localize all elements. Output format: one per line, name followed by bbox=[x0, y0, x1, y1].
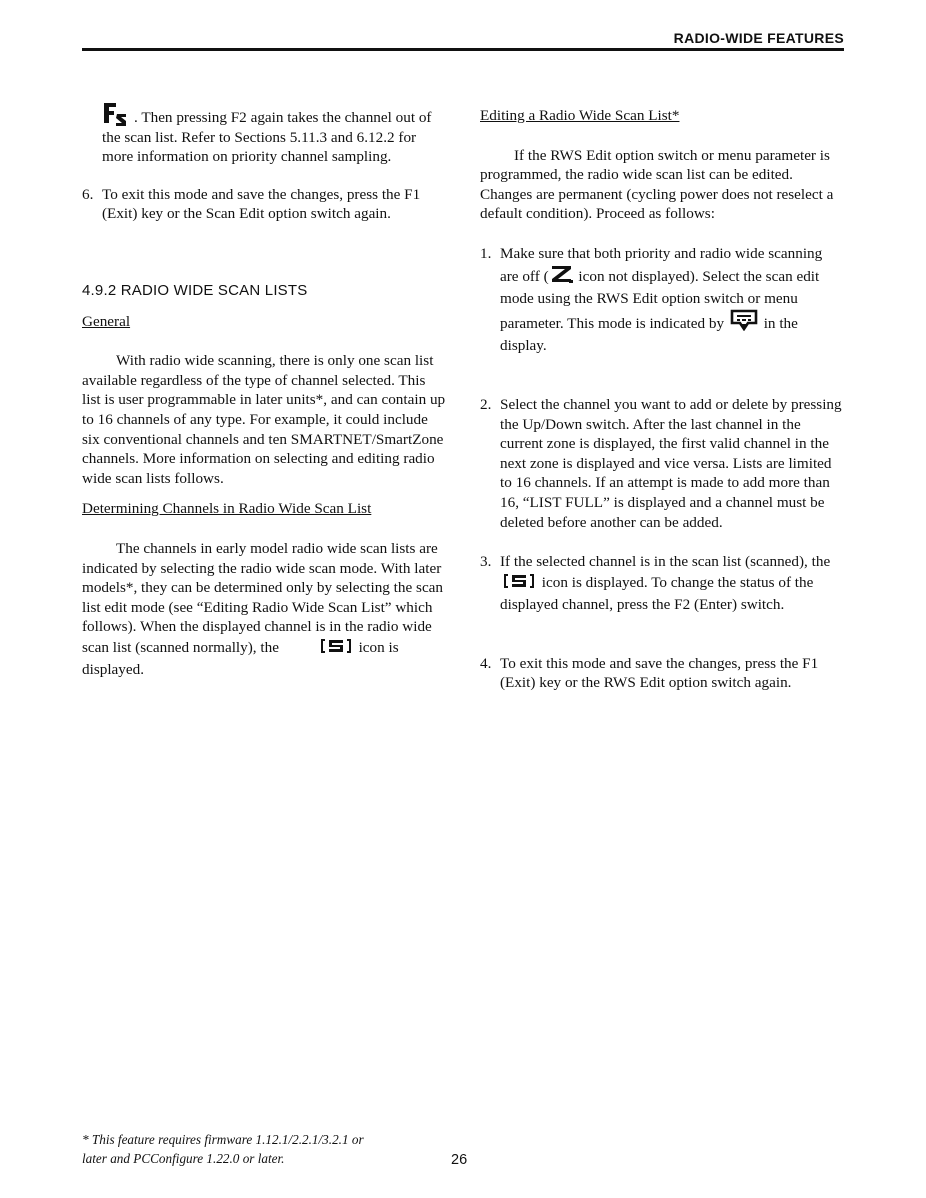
left-column bbox=[82, 106, 446, 680]
editing-intro: If the RWS Edit option switch or menu parameter is programmed, the radio wide scan list can be edited. Changes are permanent (cycling power does not reselect a default condition). Proceed as follows: bbox=[480, 146, 834, 223]
right-column bbox=[480, 106, 844, 693]
step-2-number: 2. bbox=[480, 395, 492, 413]
step-1-text-b: icon not displayed). Select the scan edit mode using the RWS Edit option switch or menu parameter. This mode is indicated by bbox=[500, 267, 820, 332]
step-1 bbox=[480, 244, 844, 356]
section-heading: 4.9.2 RADIO WIDE SCAN LISTS bbox=[82, 281, 308, 299]
step-3 bbox=[480, 552, 844, 615]
step-4 bbox=[480, 654, 844, 693]
step-6-number: 6. bbox=[82, 185, 94, 203]
step-6 bbox=[82, 185, 446, 224]
step-1-text bbox=[500, 244, 844, 356]
page-number: 26 bbox=[451, 1152, 468, 1168]
determining-paragraph bbox=[82, 539, 446, 680]
editing-heading: Editing a Radio Wide Scan List* bbox=[480, 107, 680, 124]
step-4-number: 4. bbox=[480, 654, 492, 672]
step-3-text bbox=[500, 552, 844, 615]
determining-heading: Determining Channels in Radio Wide Scan List bbox=[82, 500, 372, 518]
step-4-text: To exit this mode and save the changes, press the F1 (Exit) key or the RWS Edit option switch again. bbox=[500, 654, 819, 692]
step-6-text: To exit this mode and save the changes, press the F1 (Exit) key or the Scan Edit option switch again. bbox=[102, 185, 421, 223]
general-paragraph: With radio wide scanning, there is only one scan list available regardless of the type of channel selected. This list is user programmable in later units*, and can contain up to 16 channels of any type. For example, it could include six conventional channels and ten SMARTNET/SmartZone channels. More information on selecting and editing radio wide scan lists follows. bbox=[82, 352, 446, 487]
step-1-number: 1. bbox=[480, 244, 492, 262]
step-1-text-a: Make sure that both priority and radio wide scanning are off ( bbox=[500, 244, 823, 285]
continuation-text: . Then pressing F2 again takes the channel out of the scan list. Refer to Sections 5.11.3 and 6.12.2 for more information on priority channel sampling. bbox=[102, 109, 432, 166]
step-3-text-a: If the selected channel is in the scan list (scanned), the bbox=[500, 553, 831, 571]
step-1-text-c: in the display. bbox=[500, 314, 798, 355]
step-3-number: 3. bbox=[480, 553, 492, 571]
determining-text: The channels in early model radio wide scan lists are indicated by selecting the radio wide scan mode. With later models*, they can be determined only by selecting the scan list edit mode (see “Editing Radio Wide Scan List” which follows). When the displayed channel is in the radio wide scan list (scanned normally), the bbox=[82, 539, 444, 656]
f2-key-icon bbox=[102, 106, 132, 126]
footnote-line-1: * This feature requires firmware 1.12.1/2.2.1/3.2.1 or bbox=[82, 1132, 364, 1147]
scan-status-icon bbox=[501, 572, 537, 596]
step-2 bbox=[480, 395, 844, 532]
step-2-text: Select the channel you want to add or delete by pressing the Up/Down switch. After the last channel in the current zone is displayed, the first valid channel in the next zone is displayed and vice versa. Lists are limited to 16 channels. If an attempt is made to add more than 16, “LIST FULL” is displayed and a channel must be deleted before another can be added. bbox=[500, 395, 842, 531]
general-heading: General bbox=[82, 312, 131, 330]
priority-scan-icon bbox=[550, 264, 574, 290]
determining-text-end: icon is displayed. bbox=[82, 638, 399, 679]
scan-status-icon bbox=[284, 637, 354, 661]
header-rule bbox=[82, 48, 844, 51]
footnote bbox=[82, 1130, 442, 1168]
scan-edit-mode-icon bbox=[729, 309, 759, 337]
step-3-text-b: icon is displayed. To change the status of the displayed channel, press the F2 (Enter) switch. bbox=[500, 573, 814, 614]
footnote-line-2: later and PCConfigure 1.22.0 or later. bbox=[82, 1151, 285, 1166]
continuation-paragraph bbox=[82, 106, 446, 167]
header-title: RADIO-WIDE FEATURES bbox=[673, 30, 844, 46]
